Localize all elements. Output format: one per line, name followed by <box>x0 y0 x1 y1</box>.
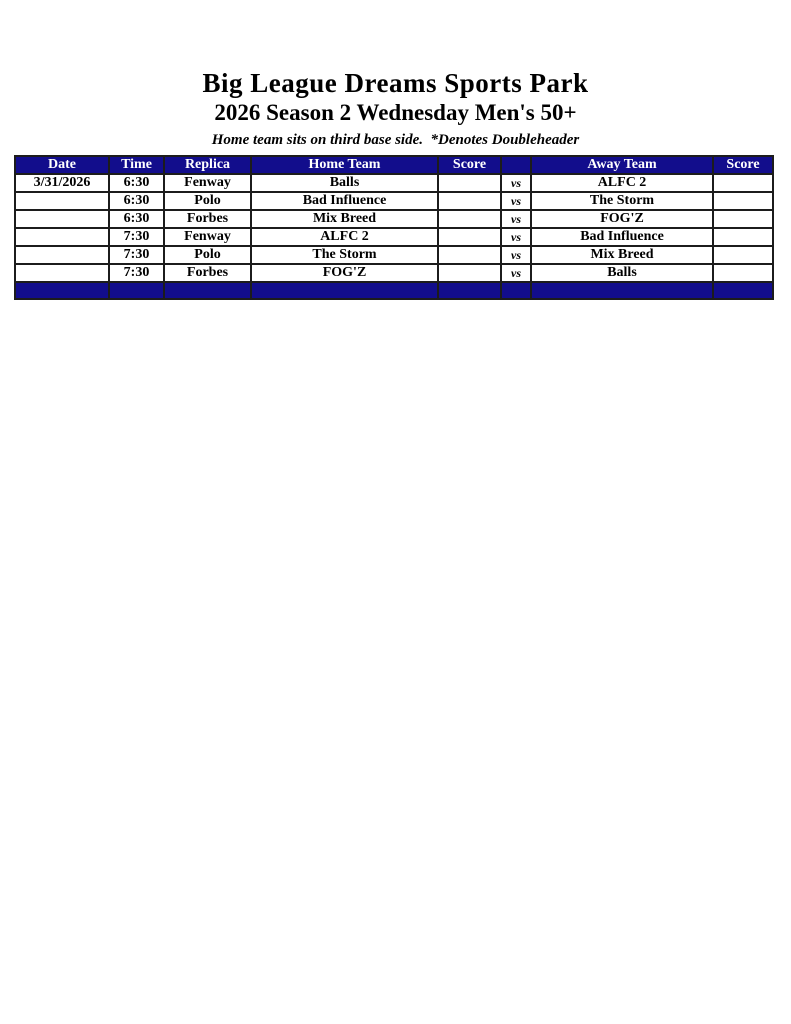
column-header-home-score: Score <box>438 156 501 174</box>
page-title: Big League Dreams Sports Park <box>202 68 589 98</box>
home-score-cell <box>438 174 501 192</box>
home-score-cell <box>438 264 501 282</box>
replica-cell: Fenway <box>164 174 251 192</box>
vs-cell: vs <box>501 192 531 210</box>
footer-cell <box>713 282 773 299</box>
table-row <box>15 228 773 246</box>
header-row <box>15 156 773 174</box>
replica-cell: Polo <box>164 246 251 264</box>
table-row <box>15 174 773 192</box>
replica-cell: Fenway <box>164 228 251 246</box>
away-team-cell: FOG'Z <box>531 210 713 228</box>
away-score-cell <box>713 192 773 210</box>
time-cell: 7:30 <box>109 264 164 282</box>
away-team-cell: ALFC 2 <box>531 174 713 192</box>
schedule-table <box>14 155 774 300</box>
footer-cell <box>164 282 251 299</box>
column-header-home-team: Home Team <box>251 156 438 174</box>
schedule-note: Home team sits on third base side. *Denotes Doubleheader <box>211 132 580 148</box>
vs-cell: vs <box>501 174 531 192</box>
home-score-cell <box>438 210 501 228</box>
vs-cell: vs <box>501 210 531 228</box>
column-header-time: Time <box>109 156 164 174</box>
away-score-cell <box>713 228 773 246</box>
vs-cell: vs <box>501 246 531 264</box>
footer-cell <box>15 282 109 299</box>
date-cell <box>15 192 109 210</box>
date-cell <box>15 210 109 228</box>
away-team-cell: Mix Breed <box>531 246 713 264</box>
home-score-cell <box>438 228 501 246</box>
away-score-cell <box>713 246 773 264</box>
footer-cell <box>109 282 164 299</box>
column-header-replica: Replica <box>164 156 251 174</box>
away-team-cell: Balls <box>531 264 713 282</box>
replica-cell: Forbes <box>164 210 251 228</box>
date-cell <box>15 228 109 246</box>
home-team-cell: The Storm <box>251 246 438 264</box>
time-cell: 6:30 <box>109 174 164 192</box>
table-row <box>15 192 773 210</box>
away-team-cell: Bad Influence <box>531 228 713 246</box>
date-cell <box>15 264 109 282</box>
home-team-cell: Mix Breed <box>251 210 438 228</box>
replica-cell: Forbes <box>164 264 251 282</box>
vs-cell: vs <box>501 228 531 246</box>
footer-cell <box>251 282 438 299</box>
away-score-cell <box>713 174 773 192</box>
home-score-cell <box>438 192 501 210</box>
schedule-body <box>15 174 773 299</box>
footer-cell <box>438 282 501 299</box>
away-score-cell <box>713 264 773 282</box>
time-cell: 6:30 <box>109 192 164 210</box>
replica-cell: Polo <box>164 192 251 210</box>
column-header-date: Date <box>15 156 109 174</box>
home-team-cell: FOG'Z <box>251 264 438 282</box>
footer-cell <box>501 282 531 299</box>
home-team-cell: ALFC 2 <box>251 228 438 246</box>
home-score-cell <box>438 246 501 264</box>
time-cell: 7:30 <box>109 246 164 264</box>
table-row <box>15 210 773 228</box>
column-header-away-score: Score <box>713 156 773 174</box>
table-row <box>15 246 773 264</box>
footer-row <box>15 282 773 299</box>
time-cell: 7:30 <box>109 228 164 246</box>
home-team-cell: Balls <box>251 174 438 192</box>
time-cell: 6:30 <box>109 210 164 228</box>
column-header-vs <box>501 156 531 174</box>
table-row <box>15 264 773 282</box>
column-header-away-team: Away Team <box>531 156 713 174</box>
away-team-cell: The Storm <box>531 192 713 210</box>
home-team-cell: Bad Influence <box>251 192 438 210</box>
away-score-cell <box>713 210 773 228</box>
date-cell: 3/31/2026 <box>15 174 109 192</box>
vs-cell: vs <box>501 264 531 282</box>
footer-cell <box>531 282 713 299</box>
title-block <box>0 0 791 149</box>
page-subtitle: 2026 Season 2 Wednesday Men's 50+ <box>214 100 577 125</box>
date-cell <box>15 246 109 264</box>
